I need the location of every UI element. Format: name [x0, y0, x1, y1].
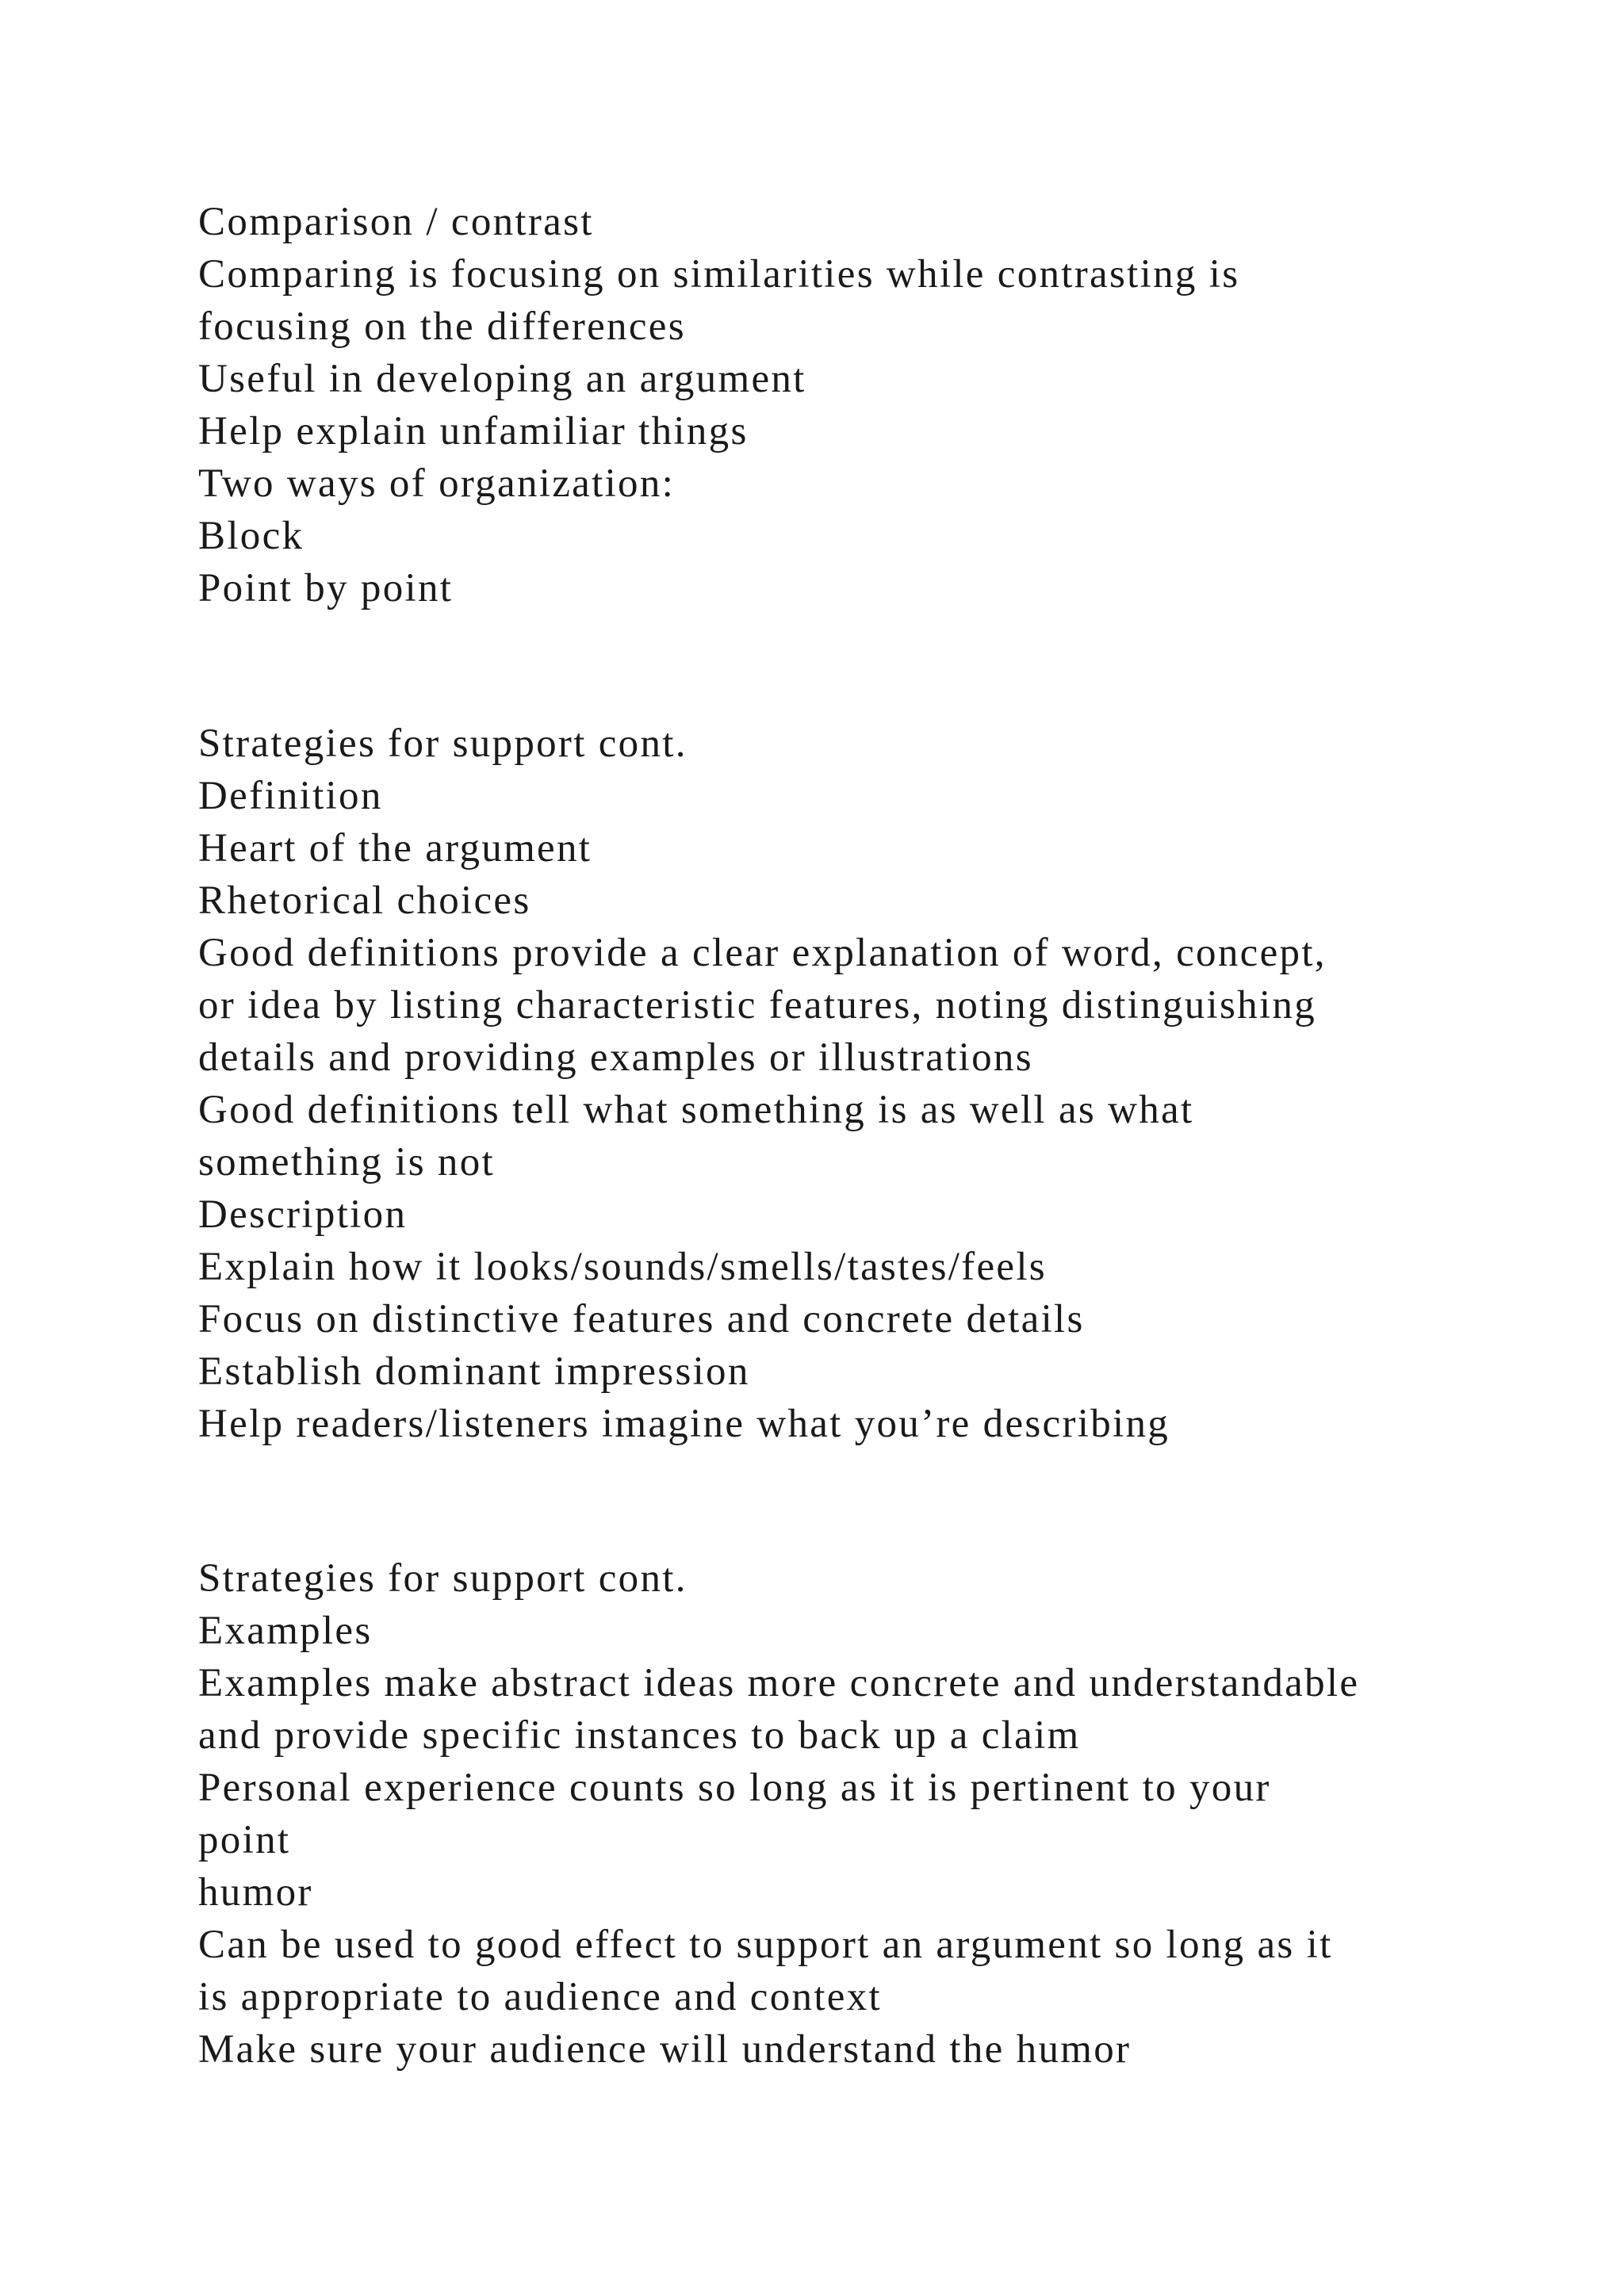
text-line: and provide specific instances to back up a claim: [198, 1713, 1081, 1758]
text-line: Can be used to good effect to support an argument so long as it: [198, 1923, 1333, 1967]
text-line: or idea by listing characteristic features, noting distinguishing: [198, 983, 1317, 1027]
text-line: Description: [198, 1192, 408, 1237]
text-line: Good definitions tell what something is as well as what: [198, 1088, 1194, 1132]
text-line: Two ways of organization:: [198, 461, 676, 506]
text-line: Examples make abstract ideas more concrete and understandable: [198, 1661, 1360, 1705]
text-line: Comparing is focusing on similarities while contrasting is: [198, 252, 1240, 297]
text-line: Help explain unfamiliar things: [198, 409, 749, 453]
text-line: details and providing examples or illustrations: [198, 1035, 1033, 1080]
text-line: humor: [198, 1870, 313, 1915]
section-heading: Strategies for support cont.: [198, 721, 688, 766]
text-line: Definition: [198, 774, 383, 818]
text-line: Heart of the argument: [198, 826, 592, 871]
text-line: Personal experience counts so long as it is pertinent to your: [198, 1766, 1271, 1810]
text-line: Explain how it looks/sounds/smells/tastes/feels: [198, 1245, 1047, 1289]
text-line: Block: [198, 514, 304, 558]
text-line: Examples: [198, 1609, 373, 1653]
text-line: something is not: [198, 1140, 495, 1184]
text-line: Make sure your audience will understand the humor: [198, 2027, 1132, 2072]
text-line: is appropriate to audience and context: [198, 1975, 883, 2019]
section-strategies-definition: [198, 718, 1467, 1450]
text-line: Good definitions provide a clear explanation of word, concept,: [198, 931, 1327, 975]
text-line: point: [198, 1818, 291, 1862]
text-line: Rhetorical choices: [198, 878, 531, 923]
text-line: focusing on the differences: [198, 304, 686, 349]
section-heading: Strategies for support cont.: [198, 1556, 688, 1601]
section-strategies-examples: [198, 1552, 1467, 2076]
text-line: Focus on distinctive features and concrete details: [198, 1297, 1085, 1341]
text-line: Point by point: [198, 566, 454, 610]
section-heading: Comparison / contrast: [198, 200, 594, 244]
text-line: Help readers/listeners imagine what you’re describing: [198, 1402, 1170, 1446]
text-line: Useful in developing an argument: [198, 357, 806, 401]
section-comparison-contrast: [198, 196, 1467, 614]
text-line: Establish dominant impression: [198, 1349, 750, 1394]
